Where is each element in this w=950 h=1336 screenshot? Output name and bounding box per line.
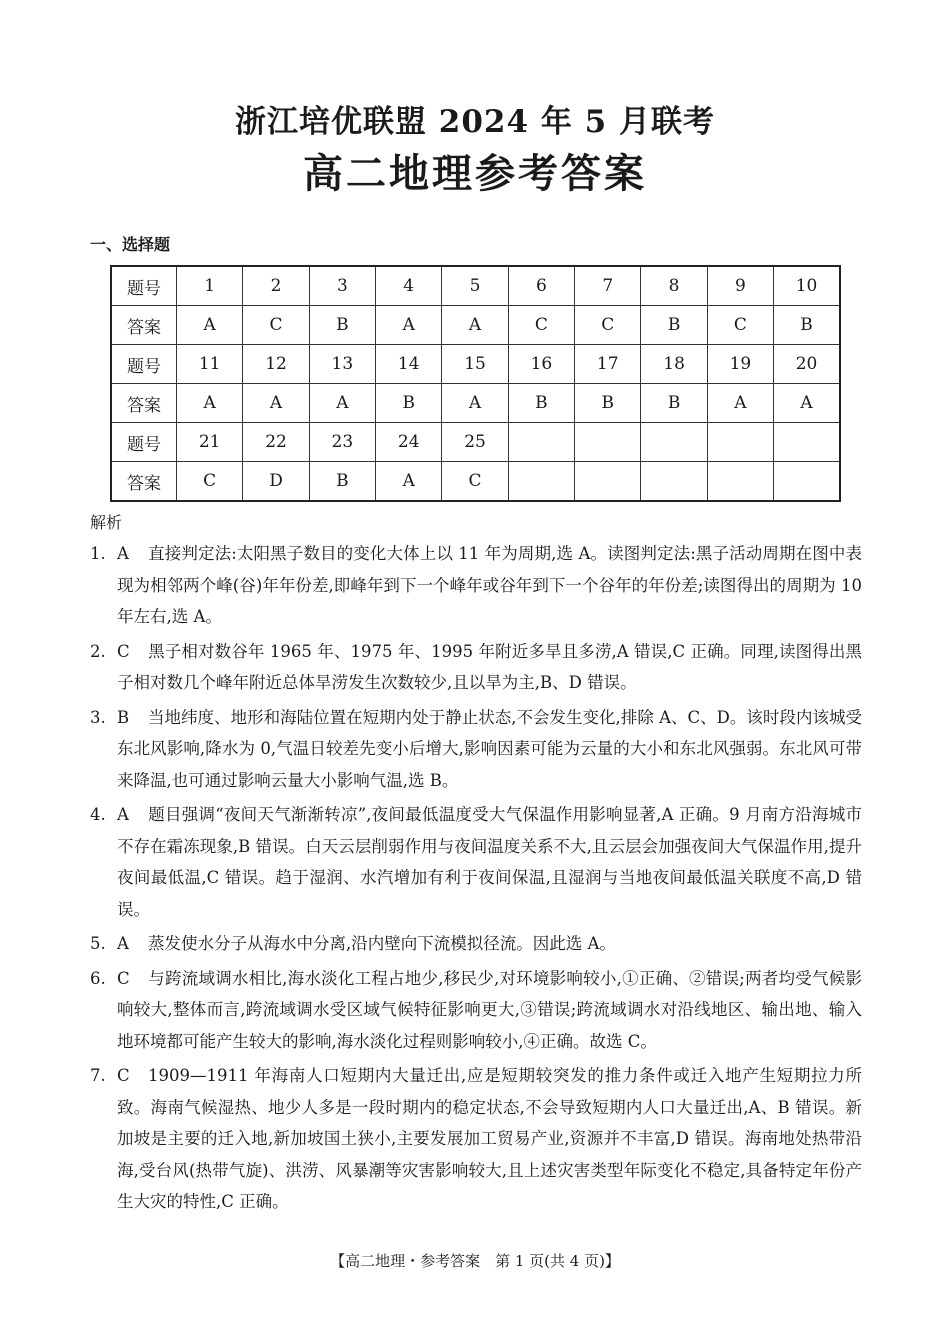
table-cell: 7 [575, 266, 641, 306]
table-cell: B [575, 384, 641, 423]
table-cell: 11 [177, 345, 243, 384]
analysis-item [90, 538, 862, 633]
table-cell [508, 462, 574, 502]
table-cell: 16 [508, 345, 574, 384]
table-cell [774, 423, 840, 462]
table-cell: C [707, 306, 773, 345]
table-cell: B [376, 384, 442, 423]
page-footer: 【高二地理・参考答案 第 1 页(共 4 页)】 [330, 1252, 620, 1270]
table-cell: A [177, 306, 243, 345]
table-cell: 5 [442, 266, 508, 306]
answer-row [111, 384, 840, 423]
question-number: 7. [90, 1066, 106, 1085]
table-cell: A [309, 384, 375, 423]
table-cell [575, 462, 641, 502]
table-cell: 9 [707, 266, 773, 306]
table-cell: C [243, 306, 309, 345]
table-cell: 6 [508, 266, 574, 306]
row-header-cell: 答案 [111, 306, 177, 345]
table-cell: A [177, 384, 243, 423]
analysis-item [90, 636, 862, 699]
row-header-cell: 题号 [111, 423, 177, 462]
table-cell: C [442, 462, 508, 502]
question-number-row [111, 345, 840, 384]
question-answer: A [117, 805, 129, 824]
table-cell: 15 [442, 345, 508, 384]
section-title: 一、选择题 [90, 235, 171, 254]
table-cell: C [575, 306, 641, 345]
table-cell [641, 462, 707, 502]
table-cell: 23 [309, 423, 375, 462]
explanation-text: 直接判定法:太阳黑子数目的变化大体上以 11 年为周期,选 A。读图判定法:黑子活动周期在图中表现为相邻两个峰(谷)年年份差,即峰年到下一个峰年或谷年到下一个谷年的年份差;读图得出的周期为 10 年左右,选 A。 [117, 544, 862, 626]
explanation-text: 当地纬度、地形和海陆位置在短期内处于静止状态,不会发生变化,排除 A、C、D。该时段内该城受东北风影响,降水为 0,气温日较差先变小后增大,影响因素可能为云量的大小和东北风强弱。东北风可带来降温,也可通过影响云量大小影响气温,选 B。 [117, 707, 862, 790]
table-cell: B [641, 306, 707, 345]
table-cell: C [177, 462, 243, 502]
answer-row [111, 306, 840, 345]
table-cell: 22 [243, 423, 309, 462]
table-cell: A [376, 306, 442, 345]
table-cell [707, 462, 773, 502]
row-header-cell: 题号 [111, 345, 177, 384]
exam-title: 浙江培优联盟 2024 年 5 月联考 [234, 104, 716, 140]
question-number: 2. [90, 641, 106, 661]
table-cell: A [442, 306, 508, 345]
table-cell: B [309, 462, 375, 502]
question-number: 4. [90, 805, 106, 824]
question-answer: C [117, 1066, 130, 1085]
table-cell: 17 [575, 345, 641, 384]
table-cell [641, 423, 707, 462]
explanation-text: 蒸发使水分子从海水中分离,沿内壁向下流模拟径流。因此选 A。 [148, 934, 616, 953]
table-cell: 2 [243, 266, 309, 306]
table-cell: 18 [641, 345, 707, 384]
table-cell: 3 [309, 266, 375, 306]
explanation-text: 1909—1911 年海南人口短期内大量迁出,应是短期较突发的推力条件或迁入地产生短期拉力所致。海南气候湿热、地少人多是一段时期内的稳定状态,不会导致短期内人口大量迁出,A、B 错误。新加坡是主要的迁入地,新加坡国土狭小,主要发展加工贸易产业,资源并不丰富,D 错误。海南地处热带沿海,受台风(热带气旋)、洪涝、风暴潮等灾害影响较大,且上述灾害类型年际变化不稳定,具备特定年份产生大灾的特性,C 正确。 [117, 1066, 862, 1211]
question-number: 1. [90, 544, 106, 563]
table-cell [774, 462, 840, 502]
explanation-text: 黑子相对数谷年 1965 年、1975 年、1995 年附近多旱且多涝,A 错误,C 正确。同理,读图得出黑子相对数几个峰年附近总体旱涝发生次数较少,且以旱为主,B、D 错误。 [117, 641, 862, 692]
table-cell: 12 [243, 345, 309, 384]
row-header-cell: 答案 [111, 462, 177, 502]
table-cell: 20 [774, 345, 840, 384]
table-cell: B [508, 384, 574, 423]
question-answer: A [117, 934, 129, 953]
explanation-text: 题目强调“夜间天气渐渐转凉”,夜间最低温度受大气保温作用影响显著,A 正确。9 月南方沿海城市不存在霜冻现象,B 错误。白天云层削弱作用与夜间温度关系不大,且云层会加强夜间大气保温作用,提升夜间最低温,C 错误。趋于湿润、水汽增加有利于夜间保温,且湿润与当地夜间最低温关联度不高,D 错误。 [117, 805, 862, 919]
table-cell: A [774, 384, 840, 423]
table-cell: C [508, 306, 574, 345]
table-cell [508, 423, 574, 462]
table-cell: D [243, 462, 309, 502]
table-cell: 10 [774, 266, 840, 306]
question-answer: C [117, 968, 130, 988]
analysis-item [90, 963, 862, 1058]
table-cell [575, 423, 641, 462]
table-cell: A [243, 384, 309, 423]
table-cell: 8 [641, 266, 707, 306]
analysis-item [90, 702, 862, 797]
question-answer: A [117, 544, 129, 563]
table-cell: A [442, 384, 508, 423]
analysis-item [90, 799, 862, 925]
table-cell: 14 [376, 345, 442, 384]
table-cell: 21 [177, 423, 243, 462]
table-cell [707, 423, 773, 462]
answer-row [111, 462, 840, 502]
table-cell: B [774, 306, 840, 345]
table-cell: B [641, 384, 707, 423]
question-answer: C [117, 641, 130, 661]
table-cell: 19 [707, 345, 773, 384]
table-cell: 4 [376, 266, 442, 306]
explanation-text: 与跨流域调水相比,海水淡化工程占地少,移民少,对环境影响较小,①正确、②错误;两者均受气候影响较大,整体而言,跨流域调水受区域气候特征影响更大,③错误;跨流域调水对沿线地区、输出地、输入地环境都可能产生较大的影响,海水淡化过程则影响较小,④正确。故选 C。 [117, 968, 862, 1051]
question-number: 5. [90, 934, 106, 953]
question-number-row [111, 266, 840, 306]
question-number: 3. [90, 707, 106, 727]
table-cell: 24 [376, 423, 442, 462]
row-header-cell: 题号 [111, 266, 177, 306]
table-cell: 13 [309, 345, 375, 384]
table-cell: B [309, 306, 375, 345]
question-answer: B [117, 707, 130, 727]
question-number: 6. [90, 968, 106, 988]
question-number-row [111, 423, 840, 462]
row-header-cell: 答案 [111, 384, 177, 423]
analysis-heading: 解析 [90, 513, 123, 532]
analysis-item [90, 928, 862, 960]
analysis-list [90, 538, 862, 1221]
table-cell: 25 [442, 423, 508, 462]
analysis-item [90, 1060, 862, 1218]
table-cell: A [707, 384, 773, 423]
answer-key-title: 高二地理参考答案 [303, 150, 647, 197]
table-cell: 1 [177, 266, 243, 306]
table-cell: A [376, 462, 442, 502]
answer-table [110, 265, 841, 502]
